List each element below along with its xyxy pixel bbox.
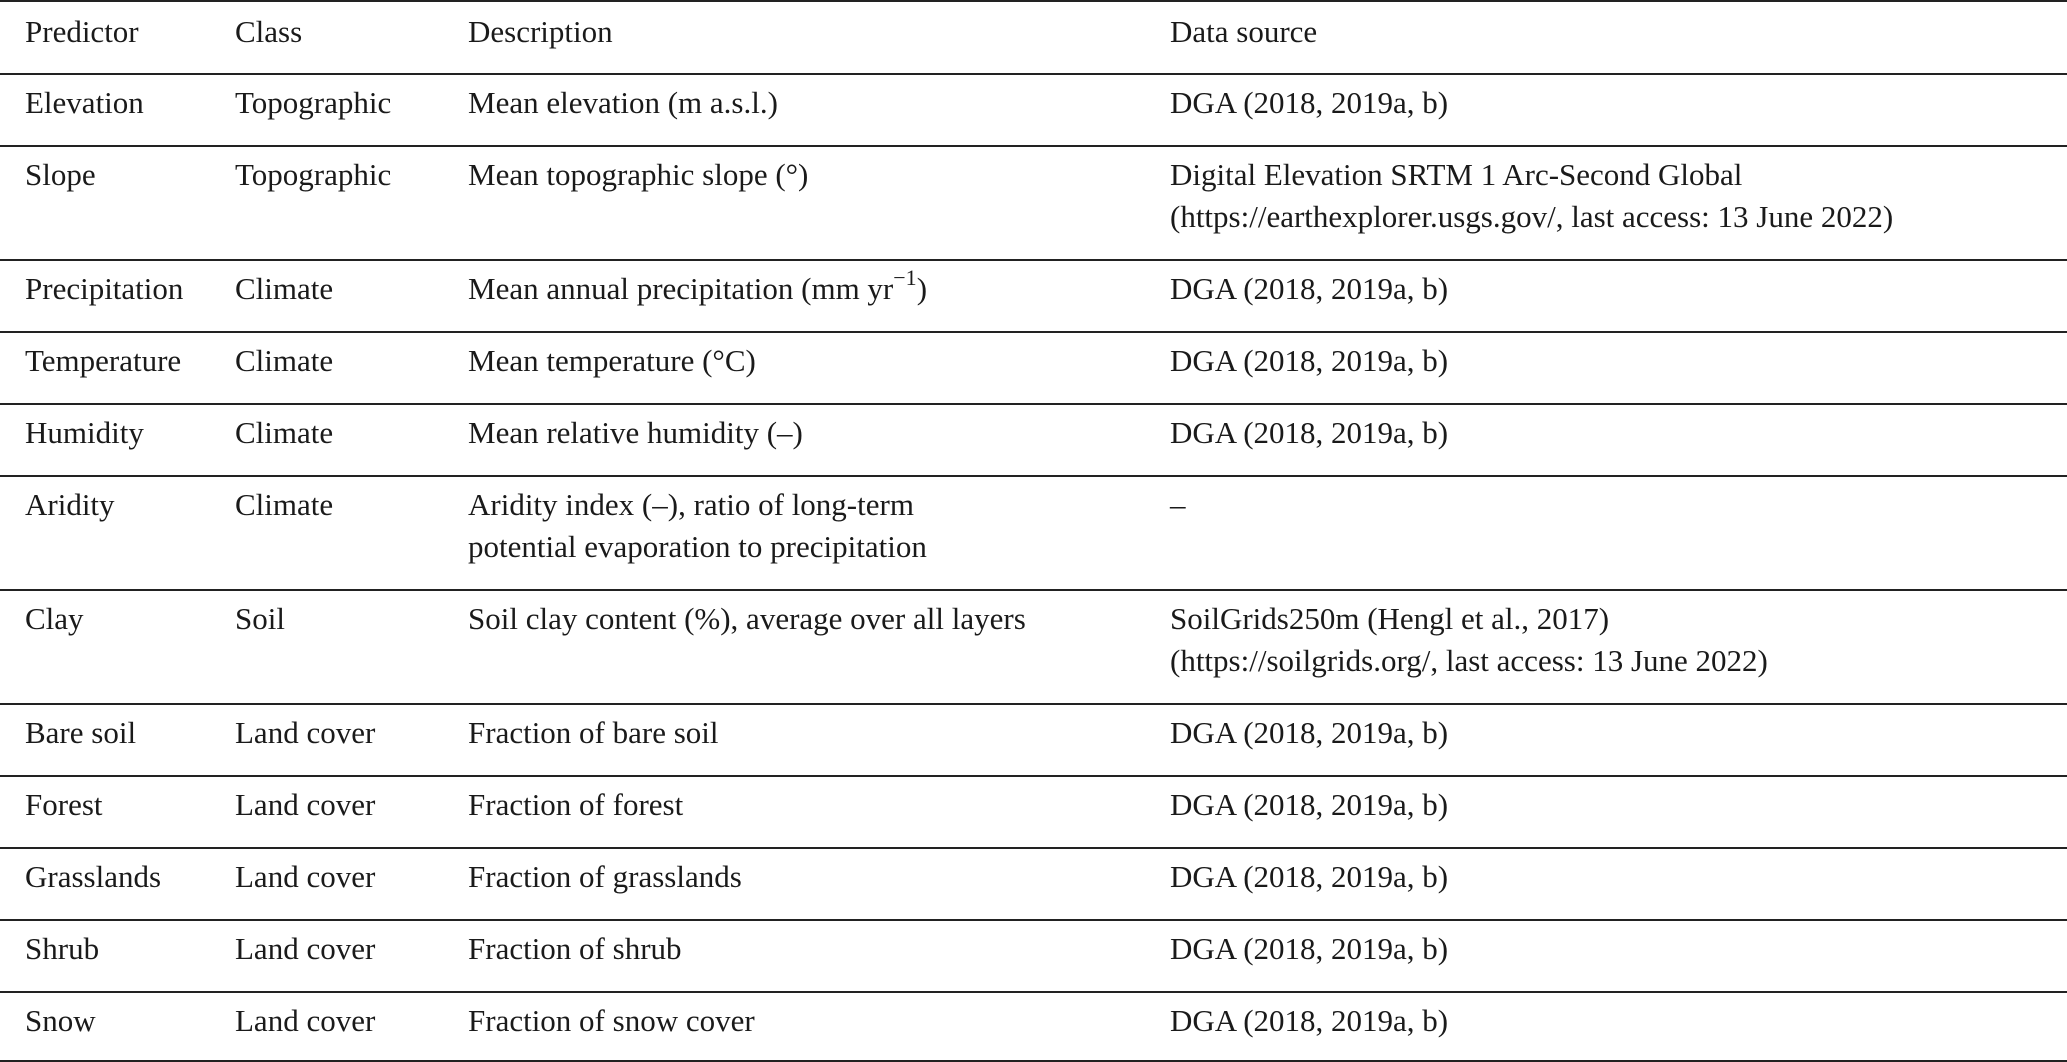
cell-class: Topographic [235, 74, 468, 146]
cell-description: Fraction of shrub [468, 920, 1170, 992]
header-class: Class [235, 1, 468, 74]
cell-source: DGA (2018, 2019a, b) [1170, 920, 2067, 992]
cell-source: DGA (2018, 2019a, b) [1170, 332, 2067, 404]
cell-predictor: Snow [0, 992, 235, 1061]
source-line-2: (https://earthexplorer.usgs.gov/, last access: 13 June 2022) [1170, 199, 1894, 234]
source-line-1: SoilGrids250m (Hengl et al., 2017) [1170, 601, 1610, 636]
source-line-1: Digital Elevation SRTM 1 Arc-Second Global [1170, 157, 1743, 192]
cell-class: Climate [235, 404, 468, 476]
table-row-shrub [0, 920, 2067, 992]
table-row-bare-soil [0, 704, 2067, 776]
cell-description: Soil clay content (%), average over all layers [468, 590, 1170, 704]
cell-predictor: Elevation [0, 74, 235, 146]
cell-class: Land cover [235, 776, 468, 848]
cell-predictor: Forest [0, 776, 235, 848]
cell-source: – [1170, 476, 2067, 590]
table-row-humidity [0, 404, 2067, 476]
source-line-2: (https://soilgrids.org/, last access: 13 June 2022) [1170, 643, 1768, 678]
cell-source [1170, 590, 2067, 704]
cell-class: Topographic [235, 146, 468, 260]
cell-class: Land cover [235, 920, 468, 992]
header-source: Data source [1170, 1, 2067, 74]
cell-source: DGA (2018, 2019a, b) [1170, 260, 2067, 332]
cell-source: DGA (2018, 2019a, b) [1170, 776, 2067, 848]
cell-predictor: Aridity [0, 476, 235, 590]
table-row-elevation [0, 74, 2067, 146]
cell-description [468, 260, 1170, 332]
header-row [0, 1, 2067, 74]
cell-source: DGA (2018, 2019a, b) [1170, 74, 2067, 146]
description-line-1: Aridity index (–), ratio of long-term [468, 487, 914, 522]
description-superscript: −1 [893, 264, 917, 290]
cell-class: Climate [235, 476, 468, 590]
cell-source: DGA (2018, 2019a, b) [1170, 992, 2067, 1061]
table-row-grasslands [0, 848, 2067, 920]
table-row-clay [0, 590, 2067, 704]
cell-class: Climate [235, 332, 468, 404]
cell-source: DGA (2018, 2019a, b) [1170, 704, 2067, 776]
cell-class: Land cover [235, 704, 468, 776]
cell-predictor: Precipitation [0, 260, 235, 332]
cell-description [468, 476, 1170, 590]
table-row-precipitation [0, 260, 2067, 332]
cell-source: DGA (2018, 2019a, b) [1170, 404, 2067, 476]
table-row-snow [0, 992, 2067, 1061]
cell-predictor: Clay [0, 590, 235, 704]
cell-predictor: Slope [0, 146, 235, 260]
cell-description: Mean temperature (°C) [468, 332, 1170, 404]
cell-description: Mean relative humidity (–) [468, 404, 1170, 476]
cell-description: Fraction of grasslands [468, 848, 1170, 920]
cell-description: Fraction of snow cover [468, 992, 1170, 1061]
table-row-aridity [0, 476, 2067, 590]
cell-predictor: Grasslands [0, 848, 235, 920]
cell-description: Mean topographic slope (°) [468, 146, 1170, 260]
cell-predictor: Bare soil [0, 704, 235, 776]
table-row-temperature [0, 332, 2067, 404]
cell-description: Mean elevation (m a.s.l.) [468, 74, 1170, 146]
cell-predictor: Temperature [0, 332, 235, 404]
description-text: Mean annual precipitation (mm yr [468, 271, 894, 306]
cell-description: Fraction of bare soil [468, 704, 1170, 776]
cell-source [1170, 146, 2067, 260]
cell-description: Fraction of forest [468, 776, 1170, 848]
cell-class: Climate [235, 260, 468, 332]
cell-class: Soil [235, 590, 468, 704]
header-predictor: Predictor [0, 1, 235, 74]
header-description: Description [468, 1, 1170, 74]
cell-source: DGA (2018, 2019a, b) [1170, 848, 2067, 920]
cell-class: Land cover [235, 992, 468, 1061]
description-close: ) [916, 271, 928, 306]
cell-class: Land cover [235, 848, 468, 920]
cell-predictor: Humidity [0, 404, 235, 476]
cell-predictor: Shrub [0, 920, 235, 992]
table-row-slope [0, 146, 2067, 260]
table-row-forest [0, 776, 2067, 848]
description-line-2: potential evaporation to precipitation [468, 529, 927, 564]
